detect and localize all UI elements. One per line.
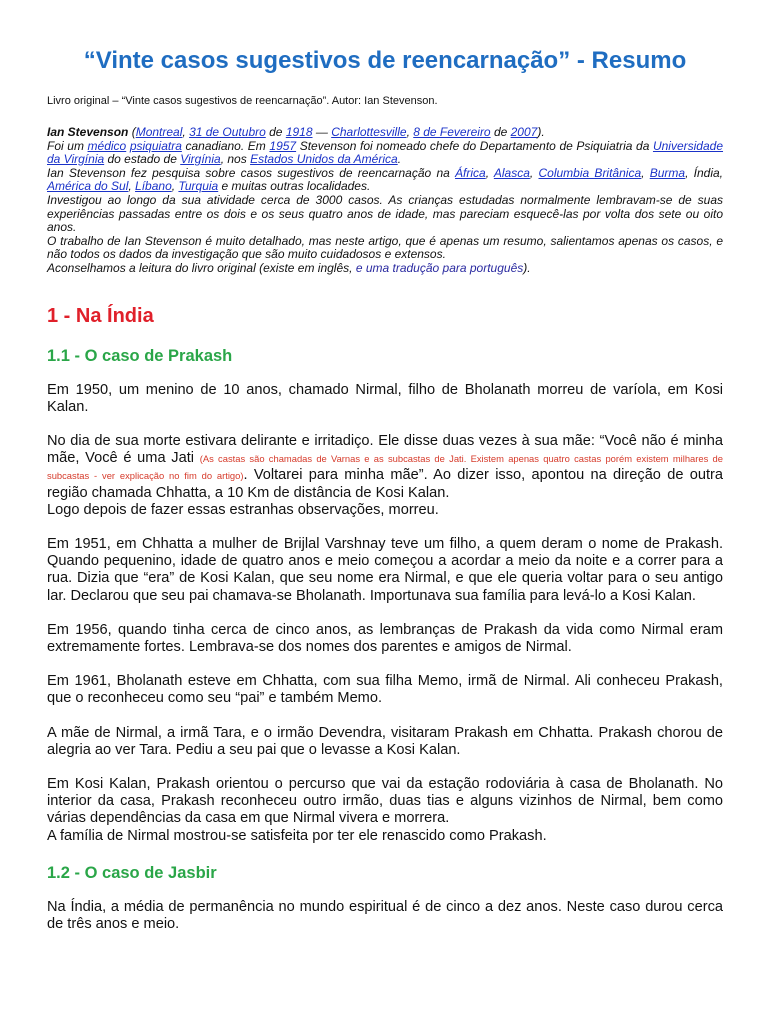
section-heading-india: 1 - Na Índia (47, 304, 154, 327)
link-death-year[interactable]: 2007 (510, 125, 538, 139)
caste-note: (As castas são chamadas de Varnas e as subcastas de Jati. Existem apenas quatro castas porém existem milhares de subcastas - ver explicação no fim do artigo) (47, 453, 723, 482)
paragraph: A mãe de Nirmal, a irmã Tara, e o irmão Devendra, visitaram Prakash em Chhatta. Prakash chorou de alegria ao ver Tara. Pediu a seu pai que o levasse a Kosi Kalan. (47, 724, 723, 758)
link-virginia[interactable]: Virgínia (180, 152, 221, 167)
text-fragment: , Índia, (685, 165, 723, 180)
bio-para-4 (47, 262, 723, 276)
link-psiquiatra[interactable]: psiquiatra (129, 138, 182, 153)
link-1957[interactable]: 1957 (269, 138, 297, 153)
document-page (47, 0, 723, 933)
body-text (47, 382, 723, 845)
text-fragment: ). (537, 125, 545, 139)
author-bio (47, 126, 723, 276)
text-fragment: ( (131, 125, 136, 139)
text-fragment: e muitas outras localidades. (218, 179, 371, 194)
subheading-jasbir: 1.2 - O caso de Jasbir (47, 863, 217, 882)
link-translation[interactable]: e uma tradução para português (355, 260, 524, 275)
text-fragment: Aconselhamos a leitura do livro original (existe em inglês, (47, 260, 356, 275)
text-fragment: ). (523, 260, 531, 275)
text-fragment: , (485, 165, 494, 180)
paragraph: A família de Nirmal mostrou-se satisfeita por ter ele renascido como Prakash. (47, 827, 547, 844)
link-america-sul[interactable]: América do Sul (47, 179, 129, 194)
bio-para-1 (47, 126, 723, 194)
paragraph (47, 433, 723, 519)
text-fragment: . Voltarei para minha mãe”. Ao dizer isso, apontou na direção de outra região chamada Chhatta, a 10 Km de distância de Kosi Kalan. (47, 467, 724, 501)
paragraph: Em Kosi Kalan, Prakash orientou o percurso que vai da estação rodoviária à casa de Bholanath. No interior da casa, Prakash reconheceu outro irmão, duas tias e alguns vizinhos de Nirmal, bem como várias dependências da casa em que Nirmal vivera e morrera. (47, 775, 723, 827)
link-birth-date[interactable]: 31 de Outubro (189, 125, 266, 139)
text-fragment: de (265, 125, 286, 139)
text-fragment: , nos (220, 152, 251, 167)
text-fragment: , (182, 125, 190, 139)
text-fragment: do estado de (104, 152, 181, 167)
link-turquia[interactable]: Turquia (178, 179, 219, 194)
link-burma[interactable]: Burma (649, 165, 686, 180)
author-name: Ian Stevenson (47, 125, 129, 139)
text-fragment: de (490, 125, 511, 139)
text-fragment: , (529, 165, 539, 180)
body-text-jasbir (47, 899, 723, 933)
link-charlottesville[interactable]: Charlottesville (331, 125, 407, 139)
link-universidade[interactable]: Universidade da Virgínia (47, 138, 724, 167)
bio-para-3: O trabalho de Ian Stevenson é muito detalhado, mas neste artigo, que é apenas um resumo, salientamos apenas os casos, e não todos os dados da investigação que são muito cuidadosos e extensos. (47, 233, 723, 262)
text-fragment: canadiano. Em (181, 138, 270, 153)
document-title: “Vinte casos sugestivos de reencarnação” - Resumo (83, 47, 687, 74)
text-fragment: Logo depois de fazer essas estranhas observações, morreu. (47, 501, 439, 518)
lead-line: Livro original – “Vinte casos sugestivos de reencarnação”. Autor: Ian Stevenson. (47, 95, 438, 107)
link-colombia[interactable]: Columbia Britânica (538, 165, 642, 180)
link-death-date[interactable]: 8 de Fevereiro (413, 125, 491, 139)
text-fragment: Ian Stevenson fez pesquisa sobre casos sugestivos de reencarnação na (47, 165, 456, 180)
link-eua[interactable]: Estados Unidos da América (250, 152, 398, 167)
text-fragment: — (312, 125, 332, 139)
link-montreal[interactable]: Montreal (135, 125, 183, 139)
text-fragment: , (406, 125, 414, 139)
link-birth-year[interactable]: 1918 (285, 125, 313, 139)
link-libano[interactable]: Líbano (135, 179, 172, 194)
text-fragment: , (128, 179, 136, 194)
paragraph: Em 1951, em Chhatta a mulher de Brijlal Varshnay teve um filho, a quem deram o nome de Prakash. Quando pequenino, idade de quatro anos e meio começou a acordar a meio da noite e a correr para a rua. Dizia que “era” de Kosi Kalan, que seu nome era Nirmal, e que ele queria voltar para o seu antigo lar. Declarou que seu pai chamava-se Bholanath. Importunava sua família para levá-lo a Kosi Kalan. (47, 535, 723, 604)
text-fragment: Foi um (47, 138, 88, 153)
text-fragment: , (641, 165, 650, 180)
paragraph: Em 1956, quando tinha cerca de cinco anos, as lembranças de Prakash da vida como Nirmal eram extremamente fortes. Lembrava-se dos nomes dos parentes e amigos de Nirmal. (47, 621, 723, 655)
text-fragment: , (171, 179, 179, 194)
paragraph: Em 1961, Bholanath esteve em Chhatta, com sua filha Memo, irmã de Nirmal. Ali conheceu Prakash, que o reconheceu como seu “pai” e também Memo. (47, 673, 723, 707)
paragraph: Em 1950, um menino de 10 anos, chamado Nirmal, filho de Bholanath morreu de varíola, em Kosi Kalan. (47, 381, 723, 415)
subheading-prakash: 1.1 - O caso de Prakash (47, 346, 233, 365)
link-medico[interactable]: médico (87, 138, 127, 153)
text-fragment: Stevenson foi nomeado chefe do Departamento de Psiquiatria da (296, 138, 653, 153)
bio-para-2: Investigou ao longo da sua atividade cerca de 3000 casos. As crianças estudadas normalmente lembravam-se de suas experiências passadas entre os dois e os seus quatro anos de idade, mas pareciam esquecê-las por volta dos sete ou oito anos. (47, 192, 723, 235)
paragraph: Na Índia, a média de permanência no mundo espiritual é de cinco a dez anos. Neste caso durou cerca de três anos e meio. (47, 898, 723, 932)
text-fragment: . (397, 152, 402, 167)
link-alasca[interactable]: Alasca (493, 165, 530, 180)
link-africa[interactable]: África (455, 165, 486, 180)
text-fragment: No dia de sua morte estivara delirante e irritadiço. Ele disse duas vezes à sua mãe: “Você não é minha mãe, Você é uma Jati (47, 432, 723, 467)
